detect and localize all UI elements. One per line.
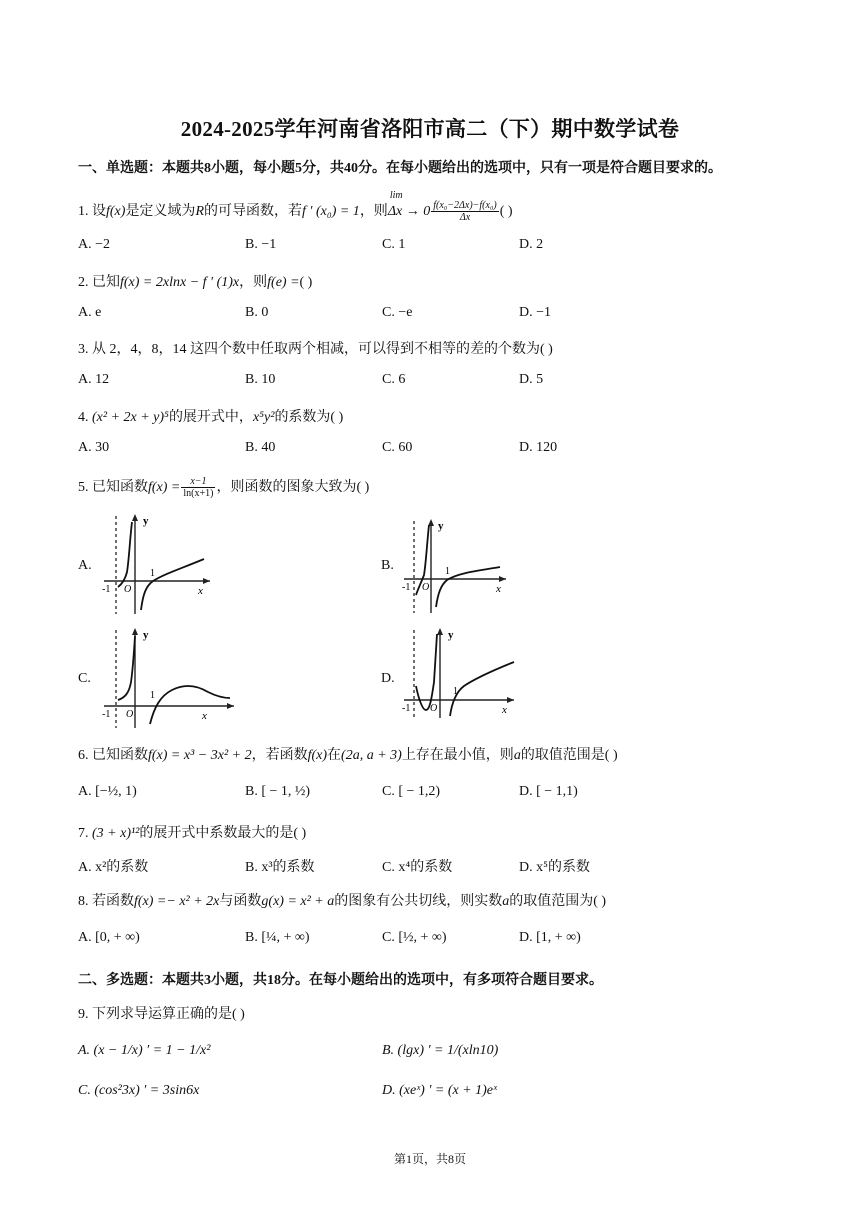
q1-fx: f(x) xyxy=(106,204,126,219)
y-axis-arrow xyxy=(132,514,138,521)
one-label: 1 xyxy=(445,566,450,577)
q8-g: g(x) = x² + a xyxy=(261,894,335,909)
x-label: x xyxy=(198,585,203,597)
q7-expression: (3 + x)¹² xyxy=(92,826,140,841)
q2-paren: ( ) xyxy=(299,275,313,290)
question-7 xyxy=(78,822,306,842)
q9-options-row-2 xyxy=(78,1083,778,1103)
q1-text-c: 的可导函数，若 xyxy=(204,204,302,219)
origin-label: O xyxy=(422,582,430,593)
section-heading-multi-choice: 二、多选题：本题共3小题，共18分。在每小题给出的选项中，有多项符合题目要求。 xyxy=(78,973,603,988)
question-4 xyxy=(78,406,343,426)
q5-graph-c xyxy=(98,624,240,732)
q7-options xyxy=(78,856,778,876)
q2-option-b[interactable]: B. 0 xyxy=(245,305,269,320)
q2-ask: f(e) = xyxy=(267,275,300,290)
q6-text-b: ，若函数 xyxy=(251,748,308,763)
neg-one-label: -1 xyxy=(402,703,411,714)
y-axis-arrow xyxy=(428,519,434,526)
origin-label: O xyxy=(124,584,132,595)
q4-option-a[interactable]: A. 30 xyxy=(78,440,110,455)
q2-option-c[interactable]: C. −e xyxy=(382,305,413,320)
q4-options xyxy=(78,440,778,460)
q6-expression: f(x) = x³ − 3x² + 2 xyxy=(148,748,252,763)
q5-graph-b xyxy=(400,515,512,615)
q7-option-a[interactable]: A. x²的系数 xyxy=(78,860,149,875)
one-label: 1 xyxy=(150,568,155,579)
q6-text-e: 的取值范围是( ) xyxy=(520,748,618,763)
q8-option-a[interactable]: A. [0, + ∞) xyxy=(78,930,140,945)
q3-option-c[interactable]: C. 6 xyxy=(382,372,406,387)
q1-options xyxy=(78,237,778,257)
q8-option-b[interactable]: B. [¼, + ∞) xyxy=(245,930,310,945)
x-axis-arrow xyxy=(499,576,506,582)
q2-text-b: ，则 xyxy=(239,275,268,290)
q6-option-b[interactable]: B. [ − 1, ½) xyxy=(245,784,311,799)
q1-option-d[interactable]: D. 2 xyxy=(519,237,544,252)
curve-left-branch xyxy=(118,636,135,700)
neg-one-label: -1 xyxy=(102,709,111,720)
q1-text-a: 1. 设 xyxy=(78,204,106,219)
q2-expression: f(x) = 2xlnx − f ′ (1)x xyxy=(120,275,240,290)
q1-text-b: 是定义域为 xyxy=(125,204,196,219)
q4-text-c: 的系数为( ) xyxy=(274,410,344,425)
x-axis-arrow xyxy=(203,578,210,584)
q1-option-a[interactable]: A. −2 xyxy=(78,237,111,252)
q1-lim-sub: Δx → 0 xyxy=(387,204,431,219)
page-title: 2024-2025学年河南省洛阳市高二（下）期中数学试卷 xyxy=(180,117,680,141)
q6-text-a: 6. 已知函数 xyxy=(78,748,148,763)
x-label: x xyxy=(496,583,501,595)
q5-graph-d xyxy=(400,624,520,720)
q6-text-d: 上存在最小值，则 xyxy=(401,748,514,763)
q8-text-d: 的取值范围为( ) xyxy=(509,894,607,909)
q6-option-d[interactable]: D. [ − 1,1) xyxy=(519,784,578,799)
q8-text-b: 与函数 xyxy=(219,894,262,909)
q5-option-c[interactable]: C. xyxy=(78,671,91,686)
q5-option-b[interactable]: B. xyxy=(381,558,394,573)
q1-lim-word: lim xyxy=(389,190,403,201)
q7-option-b[interactable]: B. x³的系数 xyxy=(245,860,315,875)
q1-numerator: f(x₀−2Δx)−f(x₀) xyxy=(433,200,497,212)
y-axis-arrow xyxy=(437,628,443,635)
q2-options xyxy=(78,305,778,325)
q3-option-b[interactable]: B. 10 xyxy=(245,372,276,387)
curve-right-branch xyxy=(141,559,204,610)
q4-expression: (x² + 2x + y)⁵ xyxy=(92,410,169,425)
origin-label: O xyxy=(430,703,438,714)
y-label: y xyxy=(143,629,149,641)
q5-graph-a xyxy=(98,510,216,618)
q4-text-b: 的展开式中， xyxy=(168,410,253,425)
q3-option-d[interactable]: D. 5 xyxy=(519,372,544,387)
q5-denominator: ln(x+1) xyxy=(183,488,214,500)
x-axis-arrow xyxy=(507,697,514,703)
x-axis-arrow xyxy=(227,703,234,709)
y-axis-arrow xyxy=(132,628,138,635)
q9-option-b[interactable]: B. (lgx) ′ = 1/(xln10) xyxy=(382,1043,499,1058)
q5-text-a: 5. 已知函数 xyxy=(78,480,148,495)
q7-option-c[interactable]: C. x⁴的系数 xyxy=(382,860,453,875)
q9-option-a[interactable]: A. (x − 1/x) ′ = 1 − 1/x² xyxy=(78,1043,211,1058)
question-8 xyxy=(78,890,606,910)
q5-fx: f(x) = xyxy=(148,480,181,495)
q6-options xyxy=(78,784,778,804)
q1-paren: ( ) xyxy=(499,204,513,219)
q1-text-d: ，则 xyxy=(359,204,388,219)
curve-left-branch xyxy=(416,634,437,710)
y-label: y xyxy=(143,515,149,527)
q6-a: a xyxy=(513,748,521,763)
q4-option-d[interactable]: D. 120 xyxy=(519,440,558,455)
one-label: 1 xyxy=(453,686,458,697)
curve-right-branch xyxy=(150,686,230,724)
one-label: 1 xyxy=(150,690,155,701)
q9-options-row-1 xyxy=(78,1043,778,1063)
question-2 xyxy=(78,271,312,291)
q1-limit xyxy=(387,190,431,220)
q6-fx: f(x) xyxy=(307,748,328,763)
section-heading-single-choice: 一、单选题：本题共8小题，每小题5分，共40分。在每小题给出的选项中，只有一项是符合题目要求的。 xyxy=(78,161,722,176)
q4-text-a: 4. xyxy=(78,410,92,425)
q1-option-b[interactable]: B. −1 xyxy=(245,237,277,252)
q8-f: f(x) =− x² + 2x xyxy=(134,894,220,909)
y-label: y xyxy=(448,629,454,641)
q7-text-b: 的展开式中系数最大的是( ) xyxy=(139,826,307,841)
neg-one-label: -1 xyxy=(402,582,411,593)
q7-option-d[interactable]: D. x⁵的系数 xyxy=(519,860,590,875)
question-6 xyxy=(78,744,618,764)
x-label: x xyxy=(502,704,507,716)
curve-left-branch xyxy=(118,522,132,587)
q5-numerator: x−1 xyxy=(181,476,215,488)
q7-text-a: 7. xyxy=(78,826,92,841)
q1-fraction xyxy=(431,200,499,223)
q3-options xyxy=(78,372,778,392)
question-9: 9. 下列求导运算正确的是( ) xyxy=(78,1007,245,1022)
q8-a: a xyxy=(502,894,510,909)
q8-text-c: 的图象有公共切线，则实数 xyxy=(334,894,503,909)
q5-text-b: ，则函数的图象大致为( ) xyxy=(216,480,370,495)
question-3: 3. 从 2，4，8，14 这四个数中任取两个相减，可以得到不相等的差的个数为( ) xyxy=(78,342,553,357)
q5-fraction xyxy=(181,476,215,499)
q6-option-a[interactable]: A. [−½, 1) xyxy=(78,784,137,799)
q1-condition: f ′ (x₀) = 1 xyxy=(302,204,360,219)
neg-one-label: -1 xyxy=(102,584,111,595)
q4-term: x⁵y² xyxy=(252,410,275,425)
y-label: y xyxy=(438,520,444,532)
q2-option-a[interactable]: A. e xyxy=(78,305,102,320)
q9-option-c[interactable]: C. (cos²3x) ′ = 3sin6x xyxy=(78,1083,200,1098)
x-label: x xyxy=(202,710,207,722)
q9-option-d[interactable]: D. (xeˣ) ′ = (x + 1)eˣ xyxy=(382,1083,497,1098)
q6-option-c[interactable]: C. [ − 1,2) xyxy=(382,784,441,799)
q8-option-d[interactable]: D. [1, + ∞) xyxy=(519,930,581,945)
q1-denominator: Δx xyxy=(459,212,471,224)
q2-option-d[interactable]: D. −1 xyxy=(519,305,552,320)
question-5 xyxy=(78,476,369,499)
q4-option-b[interactable]: B. 40 xyxy=(245,440,276,455)
q6-interval: (2a, a + 3) xyxy=(341,748,402,763)
q3-option-a[interactable]: A. 12 xyxy=(78,372,110,387)
q6-text-c: 在 xyxy=(327,748,342,763)
q2-text-a: 2. 已知 xyxy=(78,275,120,290)
q8-option-c[interactable]: C. [½, + ∞) xyxy=(382,930,447,945)
q8-text-a: 8. 若函数 xyxy=(78,894,134,909)
question-1 xyxy=(78,190,513,224)
q8-options xyxy=(78,930,778,950)
origin-label: O xyxy=(126,709,134,720)
q5-option-d[interactable]: D. xyxy=(381,671,395,686)
page-footer: 第1页，共8页 xyxy=(393,1152,466,1166)
q1-option-c[interactable]: C. 1 xyxy=(382,237,406,252)
q5-option-a[interactable]: A. xyxy=(78,558,92,573)
q4-option-c[interactable]: C. 60 xyxy=(382,440,413,455)
q1-domain: R xyxy=(195,204,204,219)
